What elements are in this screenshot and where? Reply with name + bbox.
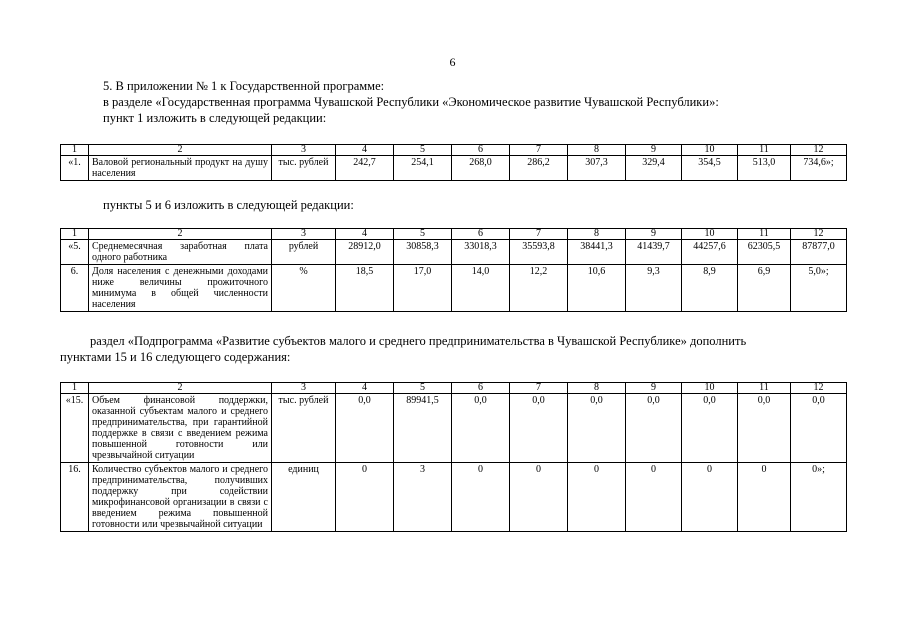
value-cell: 242,7 [336, 156, 394, 181]
col-header: 4 [336, 229, 394, 240]
col-header: 8 [568, 383, 626, 394]
col-header: 10 [682, 383, 738, 394]
table-points-15-16 [60, 382, 847, 532]
unit-cell: % [272, 265, 336, 312]
value-cell: 0 [510, 463, 568, 532]
table-row [61, 265, 847, 312]
col-header: 4 [336, 383, 394, 394]
col-header: 9 [626, 383, 682, 394]
instruction-points-5-6: пункты 5 и 6 изложить в следующей редакции: [103, 198, 354, 212]
table-row [61, 463, 847, 532]
table-header-row [61, 145, 847, 156]
table-points-5-6 [60, 228, 847, 312]
table-row [61, 156, 847, 181]
row-number: «5. [61, 240, 89, 265]
col-header: 11 [738, 383, 791, 394]
value-cell: 10,6 [568, 265, 626, 312]
value-cell: 14,0 [452, 265, 510, 312]
row-number: «15. [61, 394, 89, 463]
table-point-1 [60, 144, 847, 181]
value-cell: 354,5 [682, 156, 738, 181]
value-cell: 0 [626, 463, 682, 532]
table-row [61, 394, 847, 463]
value-cell: 0 [568, 463, 626, 532]
value-cell: 3 [394, 463, 452, 532]
col-header: 8 [568, 229, 626, 240]
addition-line-1: раздел «Подпрограмма «Развитие субъектов малого и среднего предпринимательства в Чувашской Республике» дополнить [90, 334, 747, 348]
col-header: 1 [61, 383, 89, 394]
row-number: 6. [61, 265, 89, 312]
value-cell: 30858,3 [394, 240, 452, 265]
col-header: 12 [791, 145, 847, 156]
indicator-name: Валовой региональный продукт на душу населения [89, 156, 272, 181]
value-cell: 35593,8 [510, 240, 568, 265]
value-cell: 0 [738, 463, 791, 532]
value-cell: 329,4 [626, 156, 682, 181]
value-cell: 0,0 [510, 394, 568, 463]
col-header: 7 [510, 383, 568, 394]
col-header: 12 [791, 383, 847, 394]
value-cell: 6,9 [738, 265, 791, 312]
value-cell: 734,6»; [791, 156, 847, 181]
value-cell: 9,3 [626, 265, 682, 312]
instruction-point-1: пункт 1 изложить в следующей редакции: [103, 111, 327, 125]
value-cell: 0,0 [568, 394, 626, 463]
row-number: 16. [61, 463, 89, 532]
col-header: 7 [510, 229, 568, 240]
table-row [61, 240, 847, 265]
col-header: 7 [510, 145, 568, 156]
section-reference: в разделе «Государственная программа Чувашской Республики «Экономическое развитие Чувашской Республики»: [103, 95, 719, 109]
section-5-intro: 5. В приложении № 1 к Государственной программе: [103, 79, 385, 93]
unit-cell: тыс. рублей [272, 156, 336, 181]
unit-cell: рублей [272, 240, 336, 265]
col-header: 9 [626, 229, 682, 240]
value-cell: 0,0 [682, 394, 738, 463]
col-header: 5 [394, 145, 452, 156]
value-cell: 0 [336, 463, 394, 532]
col-header: 8 [568, 145, 626, 156]
value-cell: 62305,5 [738, 240, 791, 265]
col-header: 10 [682, 145, 738, 156]
col-header: 3 [272, 145, 336, 156]
value-cell: 12,2 [510, 265, 568, 312]
value-cell: 307,3 [568, 156, 626, 181]
value-cell: 33018,3 [452, 240, 510, 265]
value-cell: 0 [452, 463, 510, 532]
indicator-name: Доля населения с денежными доходами ниже величины прожиточного минимума в общей численности населения [89, 265, 272, 312]
col-header: 4 [336, 145, 394, 156]
table-header-row [61, 229, 847, 240]
col-header: 2 [89, 229, 272, 240]
value-cell: 5,0»; [791, 265, 847, 312]
value-cell: 89941,5 [394, 394, 452, 463]
value-cell: 0 [682, 463, 738, 532]
value-cell: 0,0 [791, 394, 847, 463]
value-cell: 0,0 [626, 394, 682, 463]
col-header: 3 [272, 383, 336, 394]
unit-cell: единиц [272, 463, 336, 532]
unit-cell: тыс. рублей [272, 394, 336, 463]
col-header: 2 [89, 145, 272, 156]
value-cell: 268,0 [452, 156, 510, 181]
col-header: 5 [394, 229, 452, 240]
addition-line-2: пунктами 15 и 16 следующего содержания: [60, 350, 291, 364]
value-cell: 87877,0 [791, 240, 847, 265]
value-cell: 0,0 [738, 394, 791, 463]
col-header: 9 [626, 145, 682, 156]
value-cell: 28912,0 [336, 240, 394, 265]
value-cell: 38441,3 [568, 240, 626, 265]
col-header: 3 [272, 229, 336, 240]
col-header: 5 [394, 383, 452, 394]
indicator-name: Среднемесячная заработная плата одного работника [89, 240, 272, 265]
indicator-name: Количество субъектов малого и среднего предпринимательства, получивших поддержку при содействии микрофинансовой организации в связи с введением режима повышенной готовности или чрезвычайной ситуации [89, 463, 272, 532]
value-cell: 0,0 [336, 394, 394, 463]
col-header: 11 [738, 145, 791, 156]
col-header: 1 [61, 145, 89, 156]
col-header: 1 [61, 229, 89, 240]
col-header: 10 [682, 229, 738, 240]
row-number: «1. [61, 156, 89, 181]
value-cell: 44257,6 [682, 240, 738, 265]
col-header: 2 [89, 383, 272, 394]
col-header: 6 [452, 229, 510, 240]
col-header: 6 [452, 145, 510, 156]
value-cell: 286,2 [510, 156, 568, 181]
page-number: 6 [449, 55, 456, 69]
col-header: 12 [791, 229, 847, 240]
value-cell: 254,1 [394, 156, 452, 181]
value-cell: 0,0 [452, 394, 510, 463]
value-cell: 41439,7 [626, 240, 682, 265]
value-cell: 18,5 [336, 265, 394, 312]
value-cell: 17,0 [394, 265, 452, 312]
table-header-row [61, 383, 847, 394]
value-cell: 0»; [791, 463, 847, 532]
col-header: 6 [452, 383, 510, 394]
indicator-name: Объем финансовой поддержки, оказанной субъектам малого и среднего предпринимательства, при гарантийной поддержке в связи с введением режима повышенной готовности или чрезвычайной ситуации [89, 394, 272, 463]
col-header: 11 [738, 229, 791, 240]
section-addition-paragraph [90, 333, 846, 349]
value-cell: 513,0 [738, 156, 791, 181]
value-cell: 8,9 [682, 265, 738, 312]
